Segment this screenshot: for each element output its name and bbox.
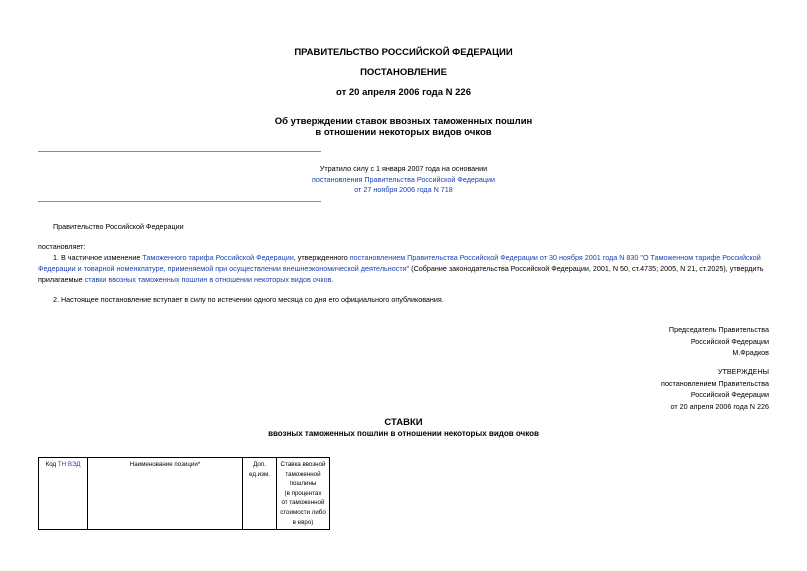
header-rate-l2: таможенной <box>285 470 321 478</box>
divider-top <box>38 151 321 152</box>
resolution-830-link[interactable]: постановлением Правительства Российской Федерации от 30 ноября 2001 года N 830 "О Таможенном тарифе Российской Федерации и товарной номенклатуре, применяемой при осуществлении внешнеэкономической деятельности" <box>38 253 761 273</box>
header-rate-l3: пошлины <box>289 480 317 488</box>
paragraph-1-text-a: 1. В частичное изменение <box>53 253 143 262</box>
government-line: Правительство Российской Федерации <box>53 222 184 231</box>
approved-label: УТВЕРЖДЕНЫ <box>717 367 769 376</box>
signature-country: Российской Федерации <box>690 336 769 346</box>
header-rate-l1: Ставка ввозной <box>280 461 326 468</box>
paragraph-2: 2. Настоящее постановление вступает в силу по истечении одного месяца со дня его официального опубликования. <box>53 295 444 304</box>
document-title-line1: Об утверждении ставок ввозных таможенных пошлин <box>274 116 533 127</box>
customs-tariff-link[interactable]: Таможенного тарифа Российской Федерации <box>142 253 294 262</box>
rates-link[interactable]: ставки ввозных таможенных пошлин в отношении некоторых видов очков <box>84 275 332 284</box>
approved-country: Российской Федерации <box>690 390 769 399</box>
status-note-link-line2[interactable]: от 27 ноября 2006 года N 718 <box>354 185 453 194</box>
status-note: Утратило силу с 1 января 2007 года на основании <box>319 164 488 173</box>
header-rate-l7: в евро) <box>292 518 314 526</box>
header-code <box>39 458 88 530</box>
header-unit <box>243 458 277 530</box>
header-rate <box>277 458 330 530</box>
resolves-line: постановляет: <box>38 242 86 251</box>
header-rate-l5: от таможенной <box>281 499 325 507</box>
status-note-link-line1[interactable]: постановления Правительства Российской Федерации <box>311 175 496 184</box>
rates-title: СТАВКИ <box>384 417 423 428</box>
paragraph-1-text-d: . <box>331 275 334 284</box>
header-rate-l4: (в процентах <box>284 489 322 497</box>
document-date: от 20 апреля 2006 года N 226 <box>336 87 471 98</box>
paragraph-1 <box>38 252 776 285</box>
tn-ved-link[interactable]: ТН ВЭД <box>57 461 81 468</box>
header-name: Наименование позиции* <box>88 458 243 530</box>
approved-date: от 20 апреля 2006 года N 226 <box>670 401 769 411</box>
header-code-prefix: Код <box>45 461 58 468</box>
rates-subtitle: ввозных таможенных пошлин в отношении некоторых видов очков <box>268 429 539 438</box>
government-heading: ПРАВИТЕЛЬСТВО РОССИЙСКОЙ ФЕДЕРАЦИИ <box>294 47 513 58</box>
signature-position: Председатель Правительства <box>668 325 769 334</box>
signature-name: М.Фрадков <box>732 348 769 357</box>
divider-bottom <box>38 201 321 202</box>
document-title-line2: в отношении некоторых видов очков <box>315 127 492 138</box>
signature-block <box>669 324 769 359</box>
document-type: ПОСТАНОВЛЕНИЕ <box>360 67 447 78</box>
paragraph-1-text-b: , утвержденного <box>293 253 350 262</box>
table-header-row <box>39 458 330 530</box>
header-unit-l2: ед.изм. <box>249 470 270 478</box>
paragraph-1-text-c: (Собрание законодательства Российской Федерации, 2001, N 50, ст.4735; 2005, N 21, ст.2025), утвердить прилагаемые <box>38 264 764 284</box>
rates-table <box>38 457 330 530</box>
header-unit-l1: Доп. <box>253 461 266 468</box>
approved-block <box>661 366 769 412</box>
header-rate-l6: стоимости либо <box>280 508 326 516</box>
approved-by: постановлением Правительства <box>661 378 769 388</box>
